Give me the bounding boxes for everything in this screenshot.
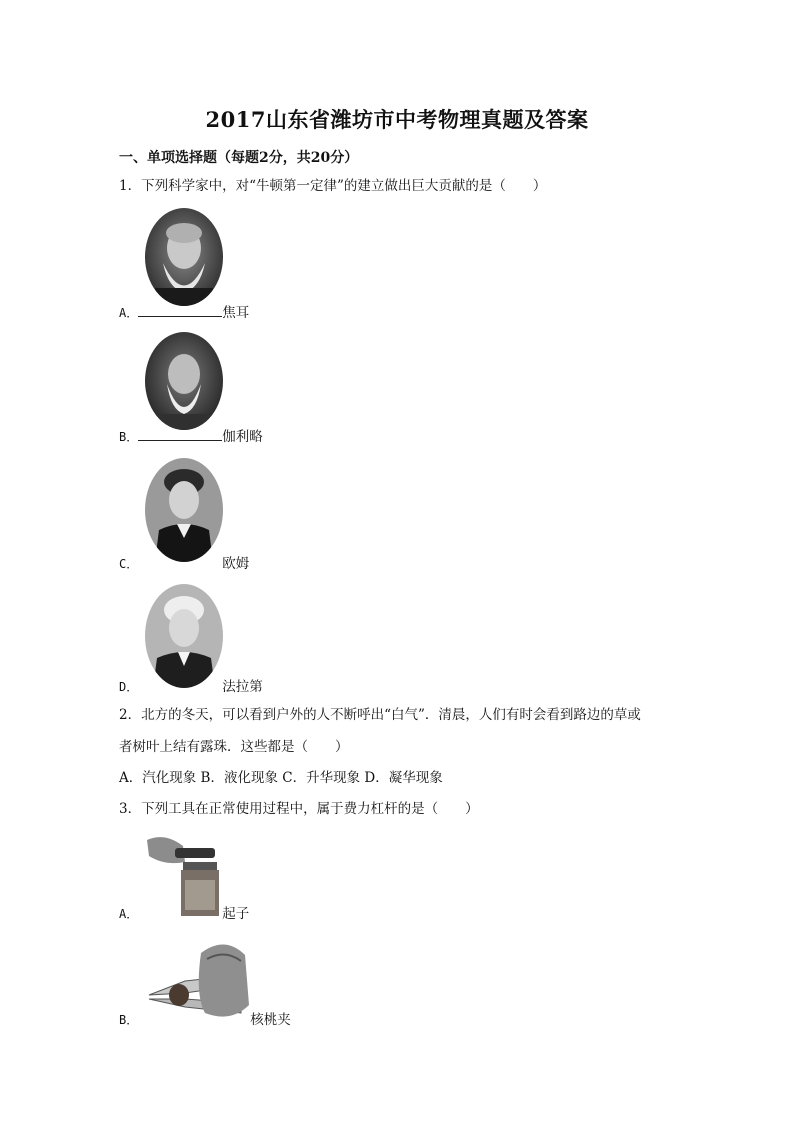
- q3-option-a-name: 起子: [222, 906, 250, 922]
- page-title: 2017山东省潍坊市中考物理真题及答案: [205, 107, 589, 132]
- section-heading: 一、单项选择题（每题2分，共20分）: [119, 150, 359, 166]
- question-1-option-d: D． 法拉第: [119, 679, 263, 695]
- bottle-opener-image: [145, 832, 223, 916]
- option-d-name: 法拉第: [222, 679, 263, 695]
- question-3-option-b: B． 核桃夹: [119, 1012, 291, 1028]
- question-1-stem: 1．下列科学家中，对“牛顿第一定律”的建立做出巨大贡献的是（ ）: [119, 178, 547, 194]
- question-2-line-2: 者树叶上结有露珠．这些都是（ ）: [119, 739, 349, 755]
- option-b-name: 伽利略: [222, 429, 263, 445]
- question-2-options: A．汽化现象 B．液化现象 C．升华现象 D．凝华现象: [119, 770, 443, 786]
- option-a-name: 焦耳: [222, 305, 250, 321]
- option-c-name: 欧姆: [222, 556, 250, 572]
- portrait-galileo-image: [145, 332, 223, 430]
- portrait-joule-image: [145, 208, 223, 306]
- question-1-option-c: C． 欧姆: [119, 556, 250, 572]
- question-3-stem: 3．下列工具在正常使用过程中，属于费力杠杆的是（ ）: [119, 801, 479, 817]
- question-2-line-1: 2．北方的冬天，可以看到户外的人不断呼出“白气”．清晨，人们有时会看到路边的草或: [119, 707, 641, 723]
- question-1-option-b: B． 伽利略: [119, 429, 263, 445]
- q3-option-b-name: 核桃夹: [250, 1012, 291, 1028]
- question-3-option-a: A． 起子: [119, 906, 250, 922]
- portrait-ohm-image: [145, 458, 223, 562]
- portrait-faraday-image: [145, 584, 223, 688]
- question-1-option-a: A． 焦耳: [119, 305, 250, 321]
